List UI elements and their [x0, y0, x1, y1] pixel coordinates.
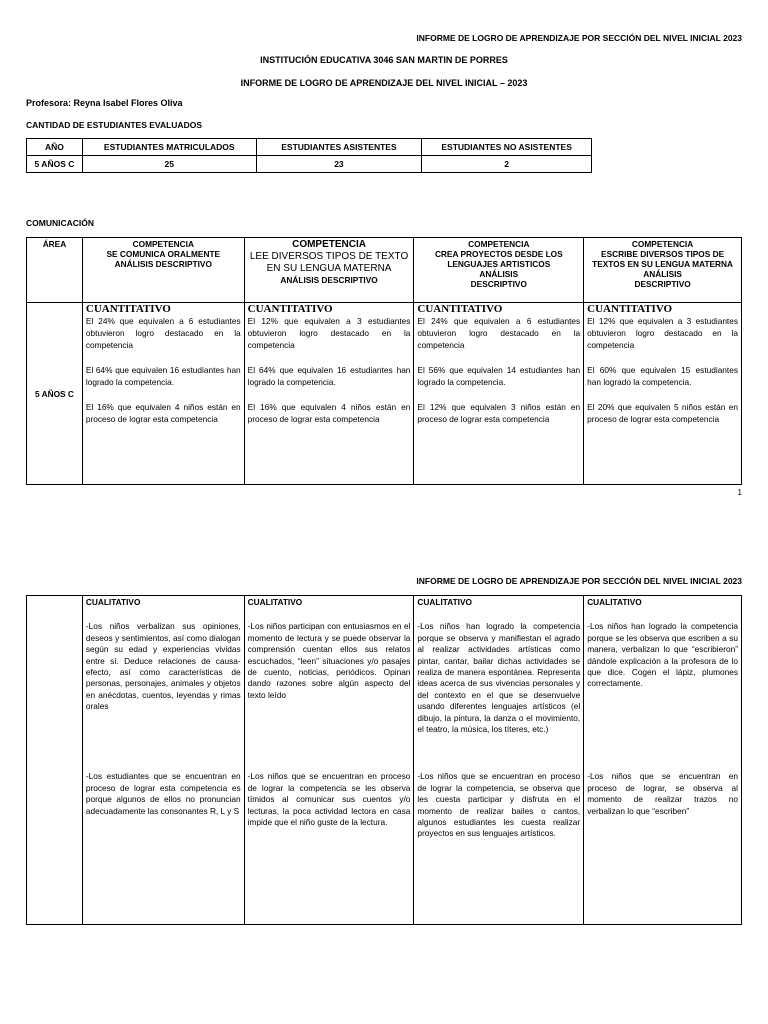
qual-paragraph: -Los niños han logrado la competencia porque se les observa que escriben a su manera, verbalizan lo que “escribieron” dándole explicación a la profesora de lo que dice. Cogen el lápiz, plumones correctamente.	[587, 621, 738, 689]
qual-paragraph: -Los niños verbalizan sus opiniones, deseos y sentimientos, así como dialogan según su edad y experiencias vividas entre sí. Deduce relaciones de causa-efecto, así como características de personas, personajes, animales y objetos en anécdotas, cuentos, leyendas y rimas orales	[85, 621, 241, 712]
competency-header-4	[584, 238, 742, 303]
qual-paragraph: -Los estudiantes que se encuentran en proceso de lograr esta competencia es porque algunos de ellos no pronuncian adecuadamente las consonantes R, L y S	[85, 771, 241, 816]
qual-paragraph: -Los niños participan con entusiasmos en el momento de lectura y se puede observar la comprensión cuentan ellos sus relatos escuchados, “leen” situaciones y/o pasajes de cuento, noticias, periódicos. Opinan dando razones sobre algún aspecto del texto leído	[247, 621, 411, 700]
attending-cell: 23	[256, 156, 422, 173]
qual-paragraph: -Los niños que se encuentran en proceso de lograr la competencia, se observa que les cuesta participar y disfruta en el momento de realizar bailes o cantos, algunos estudiantes les cuesta realizar proyectos en sus lenguajes artísticos.	[417, 771, 581, 839]
empty-area-cell	[27, 596, 83, 925]
quant-paragraph: El 24% que equivalen a 6 estudiantes obtuvieron logro destacado en la competencia	[417, 316, 581, 350]
students-label: CANTIDAD DE ESTUDIANTES EVALUADOS	[26, 120, 202, 130]
quant-title: CUANTITATIVO	[85, 303, 171, 315]
qual-cell-3	[414, 596, 584, 925]
competency-line: COMPETENCIA	[292, 239, 366, 250]
competency-line: ANÁLISIS	[643, 269, 682, 279]
students-table-header	[27, 139, 592, 156]
year-cell: 5 AÑOS C	[27, 156, 83, 173]
competency-line: DESCRIPTIVO	[634, 279, 691, 289]
qual-title: CUALITATIVO	[417, 597, 472, 607]
competency-line: COMPETENCIA	[468, 239, 530, 249]
qual-paragraph: -Los niños que se encuentran en proceso de lograr la competencia se les observa tímidos al comunicar sus cuentos y/o lecturas, la poca actividad lectora en casa impide que el niño guste de la lectura.	[247, 771, 411, 828]
competency-line: COMPETENCIA	[132, 239, 194, 249]
teacher-name: Profesora: Reyna Isabel Flores Oliva	[26, 98, 183, 108]
competency-header-1	[82, 238, 244, 303]
page-number: 1	[737, 488, 742, 497]
quant-paragraph: El 20% que equivalen 5 niños están en proceso de lograr esta competencia	[587, 402, 738, 424]
students-table	[26, 138, 592, 173]
quant-paragraph: El 24% que equivalen a 6 estudiantes obtuvieron logro destacado en la competencia	[85, 316, 241, 350]
report-title: INFORME DE LOGRO DE APRENDIZAJE DEL NIVEL INICIAL – 2023	[240, 78, 528, 88]
competency-line: DESCRIPTIVO	[470, 279, 527, 289]
qual-title: CUALITATIVO	[85, 597, 141, 607]
quant-cell-4	[584, 303, 742, 485]
competency-name: ESCRIBE DIVERSOS TIPOS DE TEXTOS EN SU LENGUA MATERNA	[592, 249, 734, 269]
quant-paragraph: El 64% que equivalen 16 estudiantes han logrado la competencia.	[85, 365, 241, 387]
quant-title: CUANTITATIVO	[417, 303, 503, 315]
competency-header-row	[27, 238, 742, 303]
page-2	[0, 560, 768, 1024]
table-row	[27, 303, 742, 485]
quant-title: CUANTITATIVO	[247, 303, 333, 315]
competency-name: CREA PROYECTOS DESDE LOS LENGUAJES ARTISTICOS	[434, 249, 563, 269]
table-row	[27, 596, 742, 925]
quant-paragraph: El 12% que equivalen a 3 estudiantes obtuvieron logro destacado en la competencia	[247, 316, 411, 350]
competency-name: LEE DIVERSOS TIPOS DE TEXTO EN SU LENGUA MATERNA	[249, 251, 409, 274]
quant-paragraph: El 64% que equivalen 16 estudiantes han logrado la competencia.	[247, 365, 411, 387]
quant-paragraph: El 56% que equivalen 14 estudiantes han logrado la competencia.	[417, 365, 581, 387]
quant-paragraph: El 12% que equivalen 3 niños están en proceso de lograr esta competencia	[417, 402, 581, 424]
quant-cell-1	[82, 303, 244, 485]
header-cell: ESTUDIANTES MATRICULADOS	[82, 139, 256, 156]
qual-title: CUALITATIVO	[247, 597, 303, 607]
competency-line: ANÁLISIS DESCRIPTIVO	[280, 275, 378, 285]
competency-name: SE COMUNICA ORALMENTE	[106, 249, 221, 259]
qual-title: CUALITATIVO	[587, 597, 642, 607]
qual-cell-1	[82, 596, 244, 925]
page-header: INFORME DE LOGRO DE APRENDIZAJE POR SECCIÓN DEL NIVEL INICIAL 2023	[416, 576, 742, 586]
competency-line: ANÁLISIS DESCRIPTIVO	[114, 259, 212, 269]
area-label: COMUNICACIÓN	[26, 218, 94, 228]
competency-header-3	[414, 238, 584, 303]
quant-paragraph: El 16% que equivalen 4 niños están en proceso de lograr esta competencia	[247, 402, 411, 424]
quant-paragraph: El 12% que equivalen a 3 estudiantes obtuvieron logro destacado en la competencia	[587, 316, 738, 350]
area-value: 5 AÑOS C	[27, 303, 83, 485]
competency-line: ANÁLISIS	[479, 269, 519, 279]
header-cell: AÑO	[27, 139, 83, 156]
qualitative-table	[26, 595, 742, 925]
quant-paragraph: El 60% que equivalen 15 estudiantes han logrado la competencia.	[587, 365, 738, 387]
absent-cell: 2	[422, 156, 592, 173]
table-row	[27, 156, 592, 173]
quant-cell-2	[244, 303, 414, 485]
header-cell: ESTUDIANTES ASISTENTES	[256, 139, 422, 156]
institution-title: INSTITUCIÓN EDUCATIVA 3046 SAN MARTIN DE PORRES	[260, 55, 508, 65]
qual-paragraph: -Los niños que se encuentran en proceso de lograr, se observa al momento de realizar trazos no verbalizan lo que “escriben”	[587, 771, 738, 816]
competency-header-2	[244, 238, 414, 303]
area-header: ÁREA	[27, 238, 83, 303]
qual-cell-2	[244, 596, 414, 925]
page-header: INFORME DE LOGRO DE APRENDIZAJE POR SECCIÓN DEL NIVEL INICIAL 2023	[416, 33, 742, 43]
competency-line: COMPETENCIA	[631, 239, 694, 249]
qual-cell-4	[584, 596, 742, 925]
quant-paragraph: El 16% que equivalen 4 niños están en proceso de lograr esta competencia	[85, 402, 241, 424]
quant-cell-3	[414, 303, 584, 485]
enrolled-cell: 25	[82, 156, 256, 173]
quant-title: CUANTITATIVO	[587, 303, 673, 315]
qual-paragraph: -Los niños han logrado la competencia porque se observa y manifiestan el agrado al realizar actividades artísticas como pintar, cantar, bailar dichas actividades se realiza de manera espontánea. Representa ideas acerca de sus vivencias personales y del contexto en el que se desenvuelve usando diferentes lenguajes artísticos (el dibujo, la pintura, la danza o el movimiento, el teatro, la música, los títeres, etc.)	[417, 621, 581, 735]
header-cell: ESTUDIANTES NO ASISTENTES	[422, 139, 592, 156]
competency-table	[26, 237, 742, 485]
